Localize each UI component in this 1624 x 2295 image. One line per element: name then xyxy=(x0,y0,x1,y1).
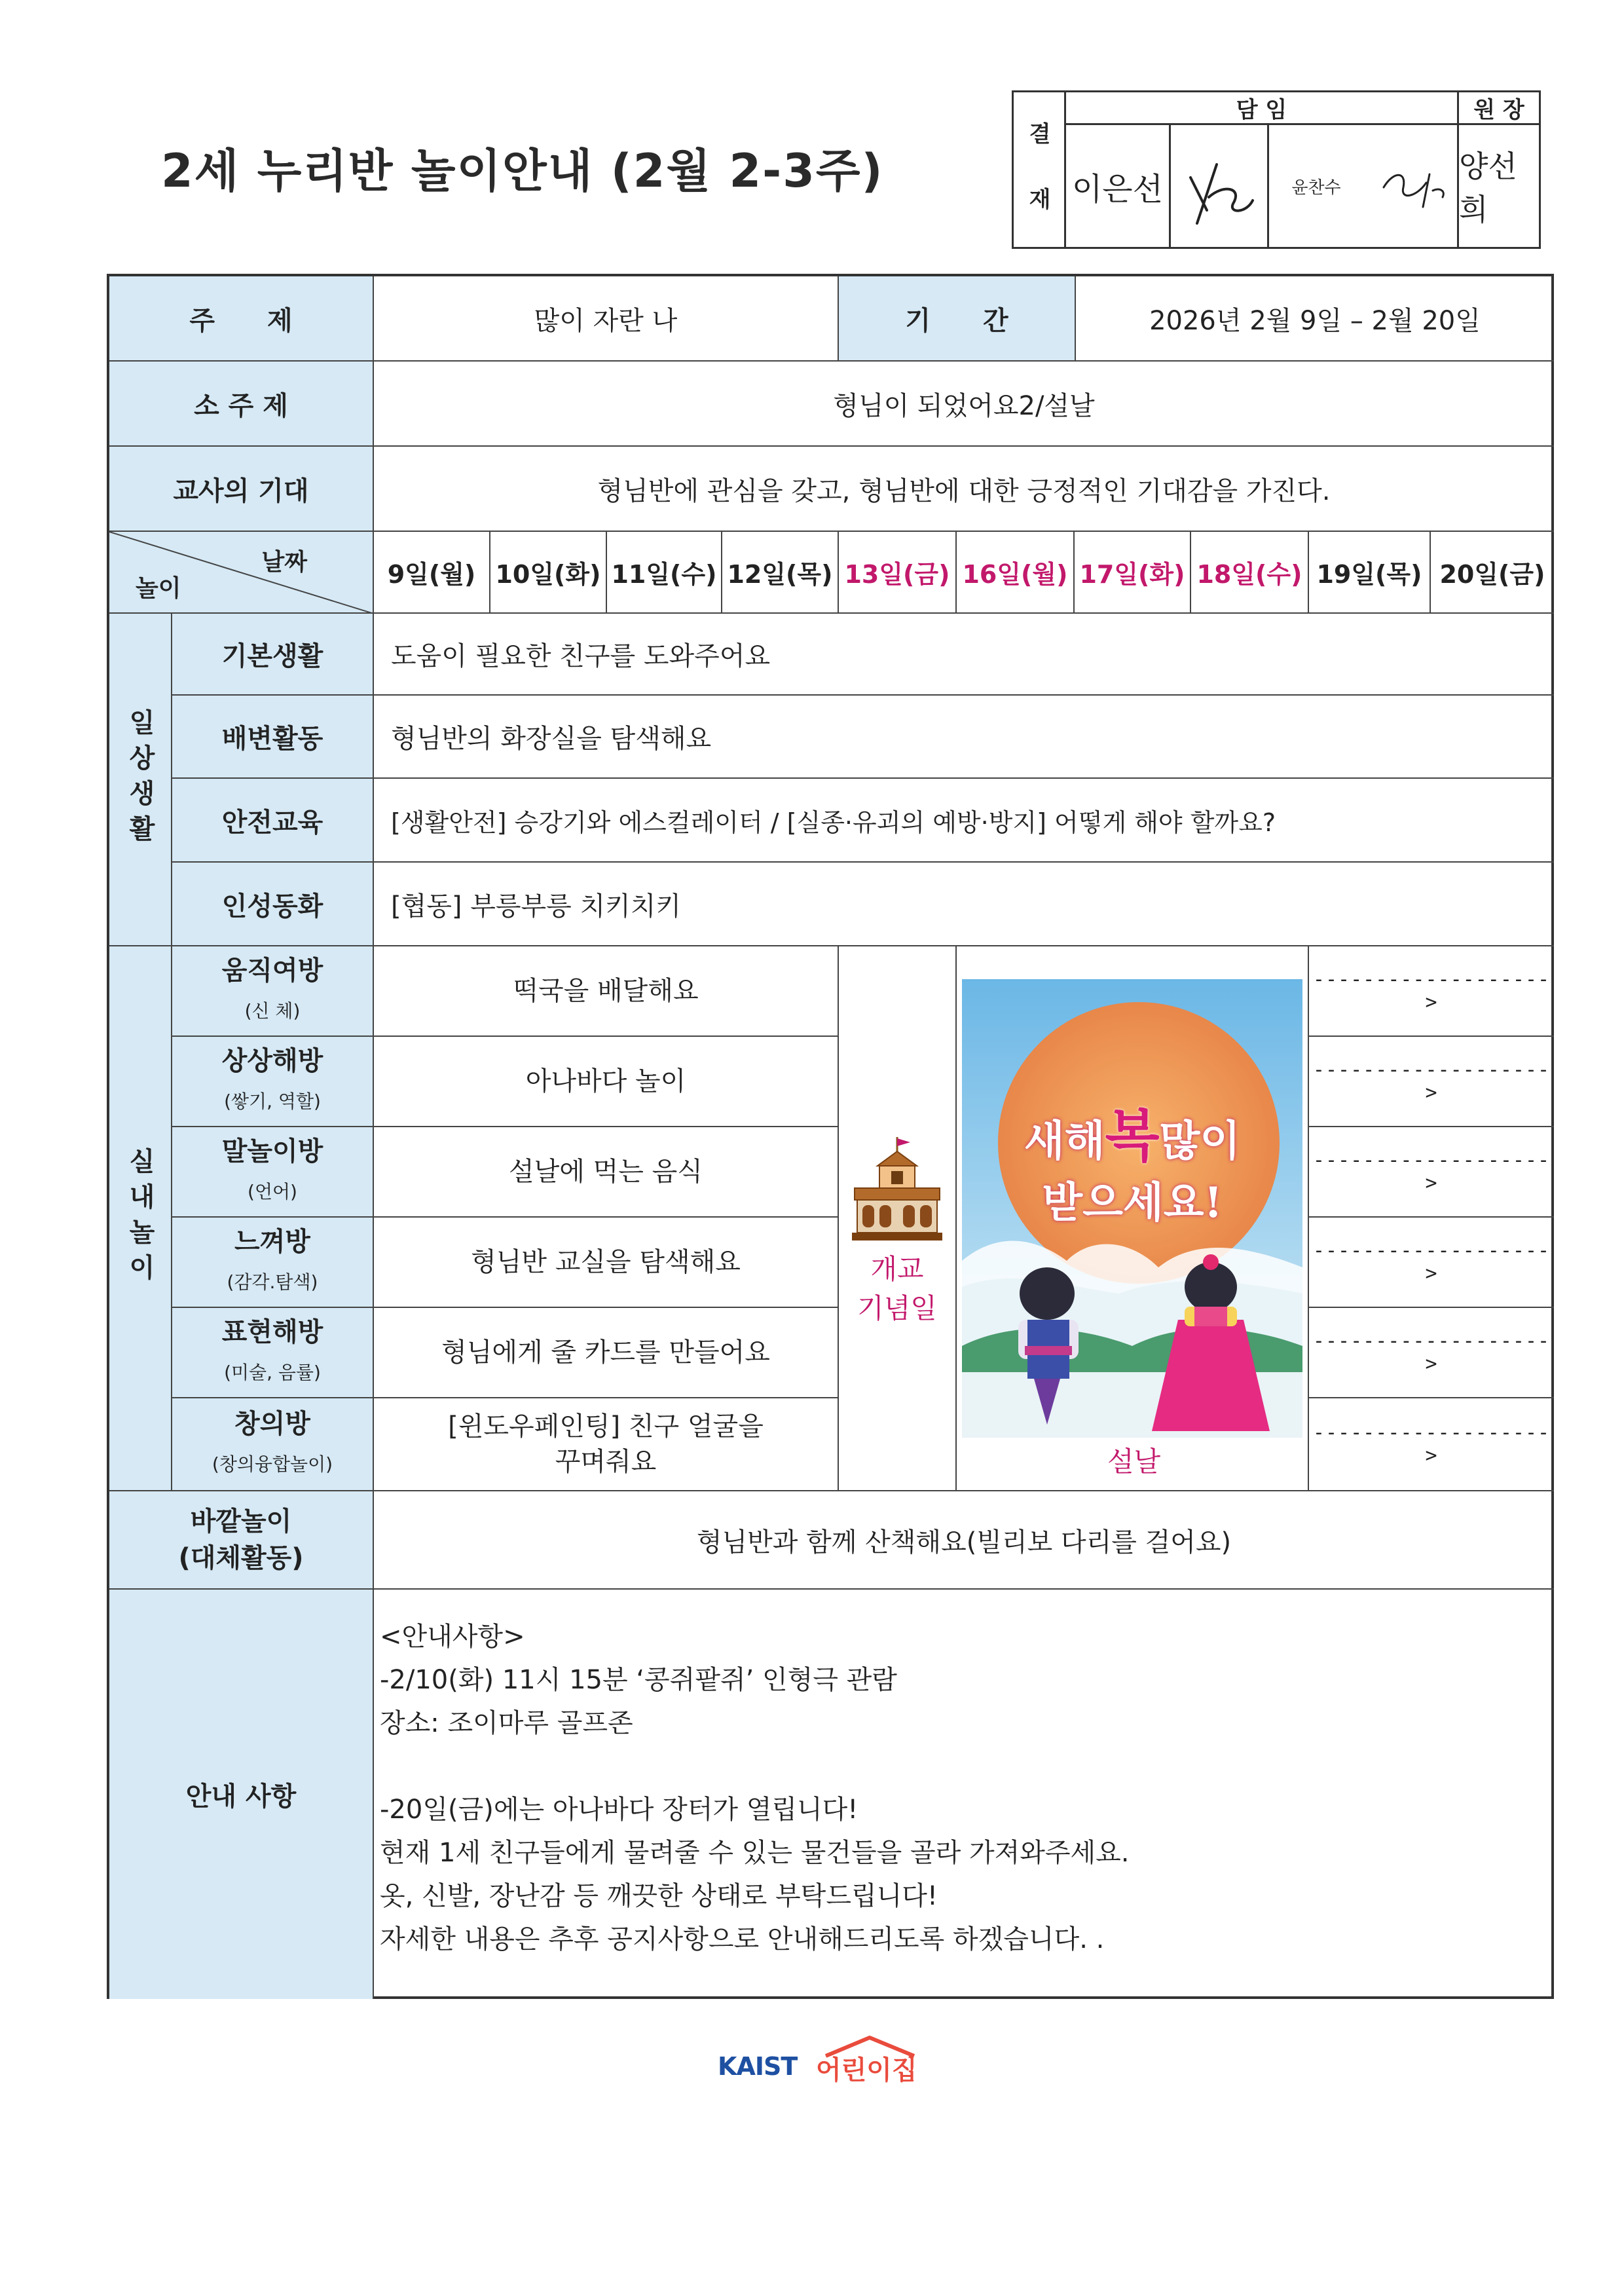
daily-life-label: 일상생활 xyxy=(109,614,172,946)
activity-line: 꾸며줘요 xyxy=(555,1447,657,1477)
anniversary-line2: 기념일 xyxy=(857,1292,937,1324)
holiday-day-cell: 16일(월) xyxy=(957,532,1075,614)
activity-line: 형님에게 줄 카드를 만들어요 xyxy=(441,1337,770,1368)
notice-line xyxy=(380,1745,1130,1788)
room-category: (창의융합놀이) xyxy=(212,1453,333,1475)
daily-row-label: 안전교육 xyxy=(172,779,374,863)
notice-line: 현재 1세 친구들에게 물려줄 수 있는 물건들을 골라 가져와주세요. xyxy=(380,1838,1130,1868)
continue-arrow: -------------------> xyxy=(1309,1218,1554,1308)
notice-line: -20일(금)에는 아나바다 장터가 열립니다! xyxy=(380,1795,858,1825)
day-cell: 10일(화) xyxy=(490,532,607,614)
seollal-illustration xyxy=(962,979,1302,1438)
seollal-cell xyxy=(957,946,1309,1491)
daily-row-value: 도움이 필요한 친구를 도와주어요 xyxy=(374,614,1554,696)
approval-label-bottom: 재 xyxy=(1029,186,1051,213)
teacher1-name: 이은선 xyxy=(1066,125,1171,247)
theme-label: 주 제 xyxy=(109,276,374,362)
continue-arrow: -------------------> xyxy=(1309,1308,1554,1398)
room-name: 움직여방 xyxy=(221,956,323,986)
approval-header-teacher: 담 임 xyxy=(1066,92,1459,125)
notice-line: 옷, 신발, 장난감 등 깨끗한 상태로 부탁드립니다! xyxy=(380,1881,938,1911)
indoor-row-activity xyxy=(374,1218,839,1308)
indoor-row-activity xyxy=(374,1127,839,1218)
indoor-row-label xyxy=(172,1398,374,1491)
continue-arrow: -------------------> xyxy=(1309,1037,1554,1127)
banner-text-b: 많이 xyxy=(1159,1117,1241,1166)
room-name: 상상해방 xyxy=(221,1046,323,1076)
banner-line1 xyxy=(988,1091,1276,1172)
banner-fortune: 복 xyxy=(1105,1103,1160,1169)
approval-label-top: 결 xyxy=(1029,121,1051,147)
room-category: (쌓기, 역할) xyxy=(224,1091,321,1112)
banner-text-a: 새해 xyxy=(1024,1117,1105,1166)
subtheme-value: 형님이 되었어요2/설날 xyxy=(374,362,1554,447)
day-cell: 19일(목) xyxy=(1309,532,1431,614)
notice-line: -2/10(화) 11시 15분 ‘콩쥐팥쥐’ 인형극 관람 xyxy=(380,1665,897,1695)
daily-row-label: 배변활동 xyxy=(172,696,374,779)
notice-line: 장소: 조이마루 골프존 xyxy=(380,1708,633,1738)
day-cell: 9일(월) xyxy=(374,532,490,614)
continue-arrow: -------------------> xyxy=(1309,946,1554,1037)
date-play-header xyxy=(109,532,374,614)
activity-line: 아나바다 놀이 xyxy=(525,1066,686,1096)
room-name: 말놀이방 xyxy=(221,1136,323,1166)
daily-row-label: 인성동화 xyxy=(172,863,374,946)
kaist-daycare-logo xyxy=(718,2034,927,2086)
activity-line: 설날에 먹는 음식 xyxy=(509,1157,703,1187)
anniversary-line1: 개교 xyxy=(870,1253,924,1285)
notice-label: 안내 사항 xyxy=(109,1590,374,1999)
holiday-day-cell: 17일(화) xyxy=(1075,532,1191,614)
logo-daycare: 어린이집 xyxy=(816,2055,917,2085)
subtheme-label: 소 주 제 xyxy=(109,362,374,447)
period-label: 기 간 xyxy=(839,276,1076,362)
anniversary-cell xyxy=(839,946,957,1491)
outdoor-label-line2: (대체활동) xyxy=(178,1543,304,1573)
logo-kaist: KAIST xyxy=(718,2052,798,2081)
activity-line: 떡국을 배달해요 xyxy=(513,976,699,1006)
day-cell: 20일(금) xyxy=(1431,532,1554,614)
approval-header-director: 원 장 xyxy=(1459,92,1539,125)
indoor-row-activity xyxy=(374,1308,839,1398)
teacher2-signature xyxy=(1364,125,1459,247)
indoor-row-activity xyxy=(374,1398,839,1491)
school-building-icon xyxy=(848,1134,946,1246)
room-name: 창의방 xyxy=(234,1409,310,1439)
room-category: (신 체) xyxy=(244,1000,301,1022)
approval-box xyxy=(1012,90,1541,249)
outdoor-label xyxy=(109,1491,374,1590)
expectation-value: 형님반에 관심을 갖고, 형님반에 대한 긍정적인 기대감을 가진다. xyxy=(374,447,1554,532)
daily-row-label: 기본생활 xyxy=(172,614,374,696)
indoor-row-activity xyxy=(374,1037,839,1127)
daily-row-value: [생활안전] 승강기와 에스컬레이터 / [실종·유괴의 예방·방지] 어떻게 해야 할까요? xyxy=(374,779,1554,863)
indoor-row-label xyxy=(172,946,374,1037)
daily-row-value: [협동] 부릉부릉 치키치키 xyxy=(374,863,1554,946)
continue-arrow: -------------------> xyxy=(1309,1127,1554,1218)
activity-line: 형님반 교실을 탐색해요 xyxy=(471,1247,741,1277)
banner-line2: 받으세요! xyxy=(1042,1178,1223,1227)
indoor-row-activity xyxy=(374,946,839,1037)
indoor-row-label xyxy=(172,1308,374,1398)
indoor-play-label: 실내놀이 xyxy=(109,946,172,1491)
holiday-day-cell: 18일(수) xyxy=(1191,532,1309,614)
outdoor-value: 형님반과 함께 산책해요(빌리보 다리를 걸어요) xyxy=(374,1491,1554,1590)
approval-label-column xyxy=(1014,92,1066,247)
activity-line: [윈도우페인팅] 친구 얼굴을 xyxy=(448,1411,764,1442)
day-cell: 11일(수) xyxy=(607,532,722,614)
director-name: 양선희 xyxy=(1459,149,1517,227)
play-label: 놀이 xyxy=(136,575,181,602)
indoor-row-label xyxy=(172,1127,374,1218)
teacher1-signature xyxy=(1171,125,1269,247)
teacher2-name: 윤찬수 xyxy=(1269,125,1364,247)
daily-row-value: 형님반의 화장실을 탐색해요 xyxy=(374,696,1554,779)
theme-value: 많이 자란 나 xyxy=(374,276,839,362)
room-name: 느껴방 xyxy=(234,1227,310,1257)
holiday-day-cell: 13일(금) xyxy=(839,532,957,614)
indoor-row-label xyxy=(172,1218,374,1308)
period-value: 2026년 2월 9일 – 2월 20일 xyxy=(1076,276,1554,362)
room-category: (언어) xyxy=(248,1181,297,1203)
indoor-row-label xyxy=(172,1037,374,1127)
expectation-label: 교사의 기대 xyxy=(109,447,374,532)
notice-line: 자세한 내용은 추후 공지사항으로 안내해드리도록 하겠습니다. . xyxy=(380,1924,1105,1954)
room-name: 표현해방 xyxy=(221,1317,323,1347)
holiday-label: 설날 xyxy=(1107,1446,1161,1478)
page-title: 2세 누리반 놀이안내 (2월 2-3주) xyxy=(161,144,884,198)
notice-line: <안내사항> xyxy=(380,1622,525,1652)
outdoor-label-line1: 바깥놀이 xyxy=(190,1506,292,1537)
room-category: (미술, 음률) xyxy=(224,1362,321,1383)
continue-arrow: -------------------> xyxy=(1309,1398,1554,1491)
day-cell: 12일(목) xyxy=(722,532,839,614)
room-category: (감각.탐색) xyxy=(227,1271,318,1293)
date-label: 날짜 xyxy=(261,549,307,576)
notice-content xyxy=(380,1615,1130,1961)
